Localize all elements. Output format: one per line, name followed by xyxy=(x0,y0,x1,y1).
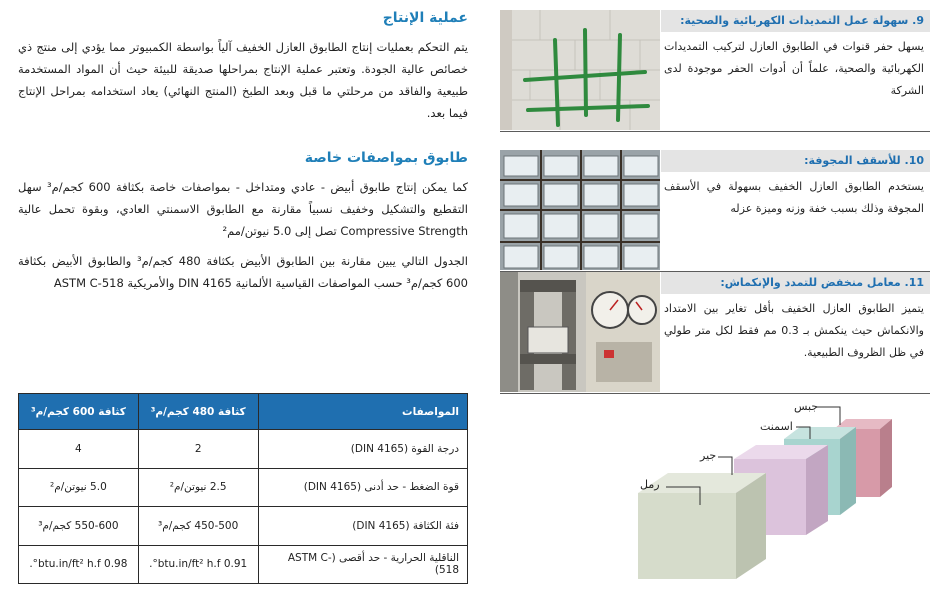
special-paragraph-2: الجدول التالي يبين مقارنة بين الطابوق الأبيض بكثافة 480 كجم/م³ والطابوق الأبيض بكثافة 600 كجم/م³ حسب المواصفات القياسية الألمانية DIN 4165 والأمريكية ASTM C-518 xyxy=(18,254,468,290)
cell-600: 5.0 نيوتن/م² xyxy=(19,468,139,507)
feature-9-panel xyxy=(660,10,930,132)
cell-spec: الناقلية الحرارية - حد أقصى (ASTM C-518) xyxy=(258,545,467,584)
table-row xyxy=(19,468,468,507)
table-row xyxy=(19,430,468,469)
label-sand: رمل xyxy=(640,478,660,491)
header-density-480: كثافة 480 كجم/م³ xyxy=(138,394,258,430)
cell-480: 2 xyxy=(138,430,258,469)
hollow-ceiling-photo xyxy=(500,150,660,270)
feature-10 xyxy=(500,150,930,272)
label-lime: جير xyxy=(700,449,717,462)
block-layers-illustration xyxy=(600,395,900,610)
feature-11-title: 11. معامل منخفض للتمدد والإنكماش: xyxy=(660,272,930,294)
feature-10-panel xyxy=(660,150,930,272)
cell-spec: فئة الكثافة (DIN 4165) xyxy=(258,507,467,546)
feature-9-text: يسهل حفر قنوات في الطابوق العازل لتركيب التمديدات الكهربائية والصحية، علماً أن أدوات الحفر موجودة لدى الشركة xyxy=(664,40,924,97)
special-paragraph-1: كما يمكن إنتاج طابوق أبيض - عادي ومتداخل - بمواصفات خاصة بكثافة 600 كجم/م³ سهل التقطيع والتشكيل وخفيف نسبياً مقارنة مع الطابوق الاسمنتي العادي، وبقوة تحمل عالية Compressive Strength تصل إلى 5.0 نيوتن/مم² xyxy=(18,180,468,238)
table-row xyxy=(19,507,468,546)
cell-480: 2.5 نيوتن/م² xyxy=(138,468,258,507)
feature-9 xyxy=(500,10,930,132)
wall-conduits-photo xyxy=(500,10,660,130)
cell-spec: قوة الضغط - حد أدنى (DIN 4165) xyxy=(258,468,467,507)
composition-diagram xyxy=(600,395,900,610)
left-column xyxy=(18,10,468,294)
label-gypsum: جبس xyxy=(794,400,819,413)
cell-600: 550-600 كجم/م³ xyxy=(19,507,139,546)
cell-480: 450-500 كجم/م³ xyxy=(138,507,258,546)
feature-11-text: يتميز الطابوق العازل الخفيف بأقل تغاير بين الامتداد والانكماش حيث ينكمش بـ 0.3 مم فقط لكل متر طولي في ظل الظروف الطبيعية. xyxy=(664,302,924,359)
production-paragraph: يتم التحكم بعمليات إنتاج الطابوق العازل الخفيف آلياً بواسطة الكمبيوتر مما يؤدي إلى منتج ذي خصائص عالية الجودة. وتعتبر عملية الإنتاج بمراحلها صديقة للبيئة حيث أن المواد المستخدمة طبيعية والفاقد من مرحلتي ما قبل وبعد الطبخ (المنتج النهائي) يعاد استخدامه بمراحل الإنتاج فيما بعد. xyxy=(18,40,468,120)
header-density-600: كثافة 600 كجم/م³ xyxy=(19,394,139,430)
feature-10-text: يستخدم الطابوق العازل الخفيف بسهولة في الأسقف المجوفة وذلك بسبب خفة وزنه وميزة عزله xyxy=(664,180,924,215)
special-bricks-title: طابوق بمواصفات خاصة xyxy=(304,150,468,166)
production-title: عملية الإنتاج xyxy=(382,10,468,26)
comparison-table xyxy=(18,393,468,584)
cell-600: 0.98 btu.in/ft² h.f°. xyxy=(19,545,139,584)
cell-spec: درجة القوة (DIN 4165) xyxy=(258,430,467,469)
label-cement: اسمنت xyxy=(760,420,793,433)
feature-11-panel xyxy=(660,272,930,394)
table-row xyxy=(19,545,468,584)
table-header-row xyxy=(19,394,468,430)
testing-machine-photo xyxy=(500,272,660,392)
feature-10-title: 10. للأسقف المجوفة: xyxy=(660,150,930,172)
feature-11 xyxy=(500,272,930,394)
cell-600: 4 xyxy=(19,430,139,469)
feature-9-title: 9. سهولة عمل التمديدات الكهربائية والصحية: xyxy=(660,10,930,32)
header-spec: المواصفات xyxy=(258,394,467,430)
cell-480: 0.91 btu.in/ft² h.f°. xyxy=(138,545,258,584)
